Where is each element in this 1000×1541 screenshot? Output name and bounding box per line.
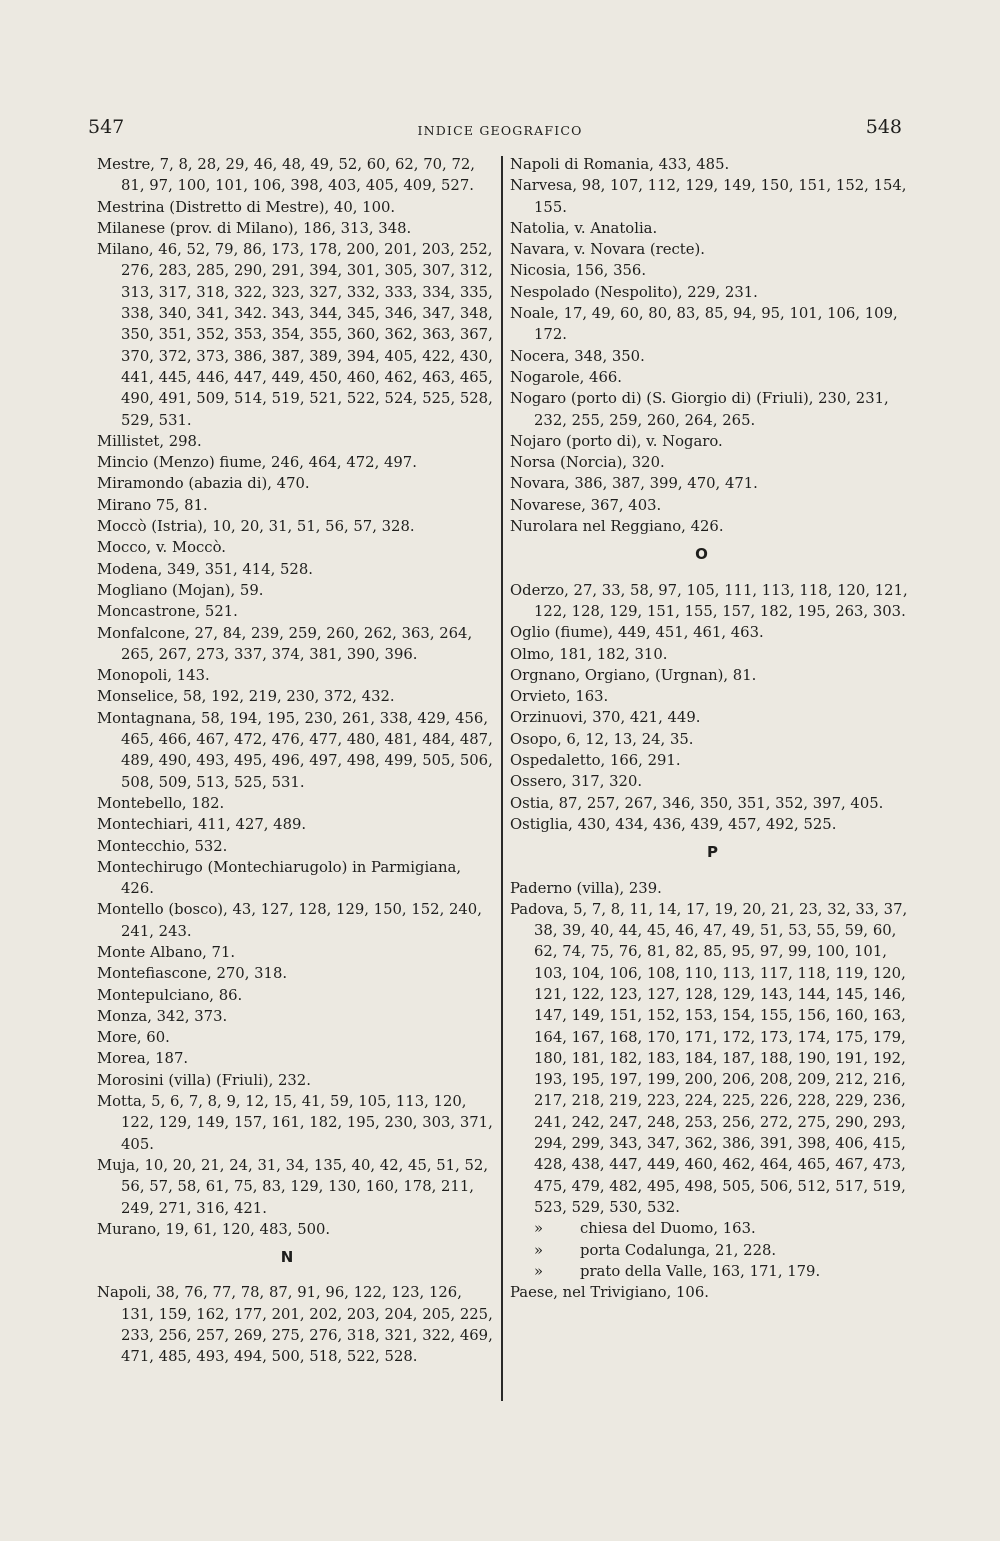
index-entry: Narvesa, 98, 107, 112, 129, 149, 150, 151, 152, 154, 155. [510,177,907,216]
index-entry: Moccò (Istria), 10, 20, 31, 51, 56, 57, 328. [97,518,415,536]
index-entry: Nespolado (Nespolito), 229, 231. [510,283,758,301]
index-entry: Morosini (villa) (Friuli), 232. [97,1071,311,1089]
index-entry: Ossero, 317, 320. [510,773,643,791]
right-entries-o [510,580,915,836]
index-subentry [510,1240,915,1261]
index-entry: Milano, 46, 52, 79, 86, 173, 178, 200, 201, 203, 252, 276, 283, 285, 290, 291, 394, 301, 305, 307, 312, 313, 317, 318, 322, 323, 327, 332, 333, 334, 335, 338, 340, 341, 342. 343, 344, 345, 346, 347, 348, 350, 351, 352, 353, 354, 355, 360, 362, 363, 367, 370, 372, 373, 386, 387, 389, 394, 405, 422, 430, 441, 445, 446, 447, 449, 450, 460, 462, 463, 465, 490, 491, 509, 514, 519, 521, 522, 524, 525, 528, 529, 531. [97,241,493,429]
index-entry: Navara, v. Novara (recte). [510,241,705,259]
index-entry: Ostiglia, 430, 434, 436, 439, 457, 492, 525. [510,815,837,833]
left-entries-m [97,154,497,1240]
section-letter-p: P [707,843,718,862]
index-entry: Nogarole, 466. [510,368,622,386]
index-subentry [510,1218,915,1239]
index-entry: Montebello, 182. [97,794,225,812]
index-entry: Mestre, 7, 8, 28, 29, 46, 48, 49, 52, 60, 62, 70, 72, 81, 97, 100, 101, 106, 398, 403, 405, 409, 527. [97,156,475,195]
left-column [97,154,497,1368]
right-entries-end [510,1282,915,1303]
index-entry: Montechiari, 411, 427, 489. [97,816,307,834]
index-entry: Milanese (prov. di Milano), 186, 313, 348. [97,219,412,237]
index-entry: Olmo, 181, 182, 310. [510,645,668,663]
index-entry: Paese, nel Trivigiano, 106. [510,1284,709,1302]
index-entry: Montecchio, 532. [97,837,228,855]
index-entry: Montepulciano, 86. [97,986,243,1004]
ditto-mark: » [534,1241,544,1259]
index-entry: Napoli, 38, 76, 77, 78, 87, 91, 96, 122, 123, 126, 131, 159, 162, 177, 201, 202, 203, 204, 205, 225, 233, 256, 257, 269, 275, 276, 318, 321, 322, 469, 471, 485, 493, 494, 500, 518, 522, 528. [97,1284,493,1366]
page-number-right: 548 [865,116,902,138]
index-entry: Montagnana, 58, 194, 195, 230, 261, 338, 429, 456, 465, 466, 467, 472, 476, 477, 480, 481, 484, 487, 489, 490, 493, 495, 496, 497, 498, 499, 505, 506, 508, 509, 513, 525, 531. [97,709,493,791]
index-entry: Oderzo, 27, 33, 58, 97, 105, 111, 113, 118, 120, 121, 122, 128, 129, 151, 155, 157, 182, 195, 263, 303. [510,581,908,620]
index-entry: Nogaro (porto di) (S. Giorgio di) (Friuli), 230, 231, 232, 255, 259, 260, 264, 265. [510,390,889,429]
index-entry: Paderno (villa), 239. [510,879,662,897]
index-entry: Novarese, 367, 403. [510,496,662,514]
right-column [510,154,915,1303]
index-entry: Nicosia, 156, 356. [510,262,647,280]
column-divider [501,156,503,1401]
index-entry: Orzinuovi, 370, 421, 449. [510,709,701,727]
index-entry: Nurolara nel Reggiano, 426. [510,518,724,536]
index-entry: Monopoli, 143. [97,667,210,685]
index-entry: Moncastrone, 521. [97,603,238,621]
index-entry: Orgnano, Orgiano, (Urgnan), 81. [510,666,757,684]
index-entry: Monza, 342, 373. [97,1007,228,1025]
right-entries-p [510,878,915,1219]
index-entry: Millistet, 298. [97,432,202,450]
index-entry: Montefiascone, 270, 318. [97,965,288,983]
index-subentry [510,1261,915,1282]
index-entry: Osopo, 6, 12, 13, 24, 35. [510,730,694,748]
index-entry: Monselice, 58, 192, 219, 230, 372, 432. [97,688,395,706]
index-entry: Padova, 5, 7, 8, 11, 14, 17, 19, 20, 21, 23, 32, 33, 37, 38, 39, 40, 44, 45, 46, 47, 49, 51, 53, 55, 59, 60, 62, 74, 75, 76, 81, 82, 85, 95, 97, 99, 100, 101, 103, 104, 106, 108, 110, 113, 117, 118, 119, 120, 121, 122, 123, 127, 128, 129, 143, 144, 145, 146, 147, 149, 151, 152, 153, 154, 155, 156, 160, 163, 164, 167, 168, 170, 171, 172, 173, 174, 175, 179, 180, 181, 182, 183, 184, 187, 188, 190, 191, 192, 193, 195, 197, 199, 200, 206, 208, 209, 212, 216, 217, 218, 219, 223, 224, 225, 226, 228, 229, 236, 241, 242, 247, 248, 253, 256, 272, 275, 290, 293, 294, 299, 343, 347, 362, 386, 391, 398, 406, 415, 428, 438, 447, 449, 460, 462, 464, 465, 467, 473, 475, 479, 482, 495, 498, 505, 506, 512, 517, 519, 523, 529, 530, 532. [510,900,908,1216]
index-entry: Nojaro (porto di), v. Nogaro. [510,432,723,450]
index-entry: Novara, 386, 387, 399, 470, 471. [510,475,758,493]
index-entry: Murano, 19, 61, 120, 483, 500. [97,1220,331,1238]
index-entry: Oglio (fiume), 449, 451, 461, 463. [510,624,764,642]
ditto-mark: » [534,1262,544,1280]
subentry-text: porta Codalunga, 21, 228. [580,1241,777,1259]
index-entry: Norsa (Norcia), 320. [510,454,665,472]
index-entry: Miramondo (abazia di), 470. [97,475,310,493]
index-entry: Monte Albano, 71. [97,943,236,961]
section-letter-n: N [280,1248,294,1267]
index-entry: Mirano 75, 81. [97,496,208,514]
subentry-text: chiesa del Duomo, 163. [580,1220,756,1238]
right-entries-n [510,154,915,537]
index-entry: Nocera, 348, 350. [510,347,645,365]
section-letter-o: O [695,545,708,564]
index-entry: Monfalcone, 27, 84, 239, 259, 260, 262, 363, 264, 265, 267, 273, 337, 374, 381, 390, 396. [97,624,473,663]
index-entry: Ostia, 87, 257, 267, 346, 350, 351, 352, 397, 405. [510,794,884,812]
index-entry: Orvieto, 163. [510,688,609,706]
index-entry: Mestrina (Distretto di Mestre), 40, 100. [97,198,396,216]
ditto-mark: » [534,1220,544,1238]
index-entry: Noale, 17, 49, 60, 80, 83, 85, 94, 95, 101, 106, 109, 172. [510,305,898,344]
index-entry: Mincio (Menzo) fiume, 246, 464, 472, 497. [97,454,417,472]
index-entry: Napoli di Romania, 433, 485. [510,156,730,173]
index-entry: Ospedaletto, 166, 291. [510,752,681,770]
left-entries-n [97,1282,497,1367]
index-entry: Muja, 10, 20, 21, 24, 31, 34, 135, 40, 42, 45, 51, 52, 56, 57, 58, 61, 75, 83, 129, 130, 160, 178, 211, 249, 271, 316, 421. [97,1156,489,1217]
page-number-left: 547 [88,116,125,138]
index-entry: Modena, 349, 351, 414, 528. [97,560,313,578]
index-entry: Montello (bosco), 43, 127, 128, 129, 150, 152, 240, 241, 243. [97,901,482,940]
subentry-text: prato della Valle, 163, 171, 179. [580,1262,821,1280]
index-entry: Montechirugo (Montechiarugolo) in Parmigiana, 426. [97,858,462,898]
index-entry: Morea, 187. [97,1050,189,1068]
padova-subentries [510,1218,915,1282]
index-entry: Mogliano (Mojan), 59. [97,581,264,599]
index-entry: More, 60. [97,1029,170,1047]
page-header [0,116,1000,146]
index-entry: Mocco, v. Moccò. [97,539,226,557]
running-title: INDICE GEOGRAFICO [417,123,583,138]
index-entry: Motta, 5, 6, 7, 8, 9, 12, 15, 41, 59, 105, 113, 120, 122, 129, 149, 157, 161, 182, 195, 230, 303, 371, 405. [97,1093,493,1153]
index-entry: Natolia, v. Anatolia. [510,219,658,237]
